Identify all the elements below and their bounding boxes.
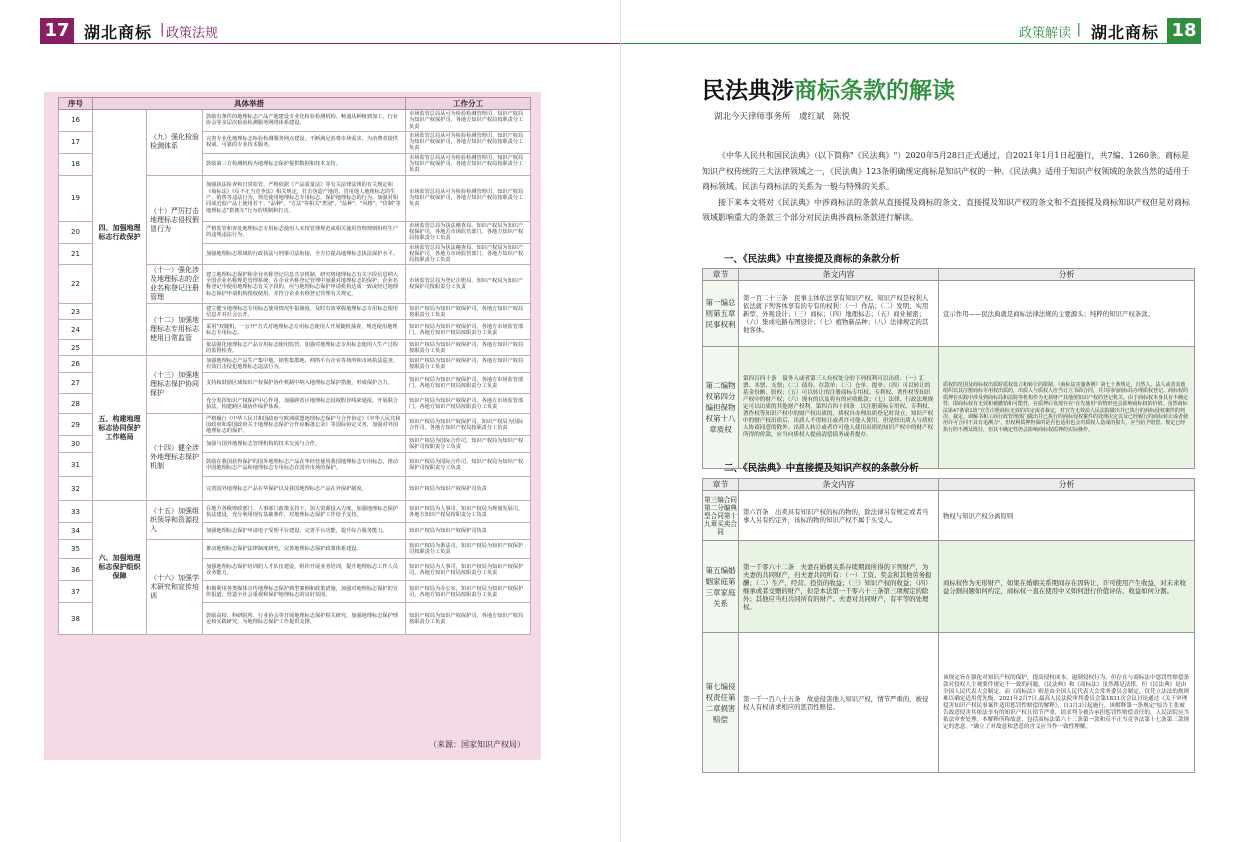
measure-cell: 鼓励高校、科研院所、行业协会等开展地理标志保护相关研究，加强地理标志保护理论和实践研究，为地理标志保护工作提供支撑。 [203,603,406,635]
row-number: 35 [59,540,93,559]
trademark-clause-table [702,268,1195,469]
ip-clause-table [702,478,1195,773]
row-number: 18 [59,153,93,175]
measure-cell: 建立地理标志保护和企业名称登记信息共享机制，研究将地理标志有关字段信息纳入全国企业名称规范管理系统，在企业名称登记管理中加强对地理标志的保护。企业名称登记中使用地理标志有关字段的，应与地理标志保护申请机构达成一致或经过地理标志保护申请机构授权使用，并符合企业名称登记管理有关规定。 [203,265,406,304]
left-section-name: 政策法规 [166,26,219,41]
subcategory-cell: （十六）加强学术研究和宣传培训 [147,540,203,635]
right-page-number: 18 [1167,18,1201,44]
analysis-cell: 该规定旨在强化对知识产权的保护，提高侵权成本，遏制侵权行为。但存在与商标法中惩罚性赔偿条款对侵权人主观要件规定不一致的问题。《民法典》和《商标法》虽然都是法律，但《民法典》是由全国人民代表大会制定，而《商标法》则是由全国人民代表大会常务委员会制定，仅凭立法法的规则难以确定适用优先级。2021年2月7日,最高人民法院审判委员会第1831次会议讨论通过《关于审理侵害知识产权民事案件适用惩罚性赔偿的解释》，自3月3日起施行，该解释第一条规定"原告主张被告故意侵害其依法享有的知识产权且情节严重，请求判令被告承担惩罚性赔偿责任的，人民法院应当依法审查处理。本解释所称故意，包括商标法第六十三条第一款和反不正当竞争法第十七条第三款规定的恶意。"确立了对故意和恶意的含义应当作一致性理解。 [939,633,1195,773]
table-row [703,281,1195,347]
measure-cell: 加强地理标志保护培训的人才队伍建设，组织开展业务培训，提升地理标志工作人员业务能力。 [203,559,406,581]
article-title [702,72,955,105]
table-header-row [703,479,1195,491]
measure-cell: 推动地理标志保护法律制度研究，完善地理标志保护政策体系建设。 [203,540,406,559]
duty-cell: 知识产权局为国际合作司，知识产权局为知识产权保护司按职责分工负责 [406,453,531,477]
category-cell: 五、构建地理标志协同保护工作格局 [93,356,147,501]
duty-cell: 市场监管总局为执法稽查局、知识产权局为知识产权保护司，各地方市场监管部门、各地方知识产权局按职责分工负责 [406,221,531,243]
col-header-chapter: 章节 [703,269,739,281]
table-row [703,541,1195,633]
measure-cell: 支持和鼓励区域知识产权保护协作机制中纳入地理标志保护措施，形成保护合力。 [203,373,406,394]
table-row [703,633,1195,773]
subcategory-cell: （十五）加强组织领导和资源投入 [147,501,203,540]
chapter-cell: 第三编合同第二分编典型合同第十九章买卖合同 [703,491,739,541]
article-title-highlight: 商标条款的解读 [794,78,955,104]
subcategory-cell: （十四）健全涉外地理标志保护机制 [147,414,203,501]
row-number: 27 [59,373,93,394]
subcategory-cell: （十二）加强地理标志专用标志使用日常监管 [147,304,203,356]
analysis-cell: 质权的范围及商标权出质时质权设立和转让的限制。《商标法实施条例》第七十条规定，自然人、法人或者其他组织以其注册商标专用权出质的，出质人与质权人应当订立书面合同，并共同向商标局办理质权登记。商标权的质押在实践中涉及到商标局和法院等机构作为无须财产其他值知识产权的登记机关。由于商标权本身具有不确定性，即商标权有无效和被撤销和可能性，在质押后发现存在"在先使用"的情形也会影响商标权的价值。虽然商标法第47条第2款"宣告注册商标无效的决定或者裁定，对宣告无效前人民法院做出并已执行的商标侵权案件的判决、裁定、调解书和工商行政管理部门做出并已执行的商标侵权案件的处理决定以及已经履行的商标转让或者使用许可合同不具有追溯力"，但权利质押担保的是否也适用也会对质权人造成的损失，应当给予赔偿。规定已经执行的不溯及既往，但其不确定性仍会影响商标权质押的实际操作。 [939,347,1195,469]
article-byline: 湖北今天律师事务所 虞红斌 陈悦 [714,112,851,122]
row-number: 20 [59,221,93,243]
article-intro [702,148,1196,226]
row-number: 37 [59,581,93,603]
duty-cell: 知识产权局为条法司，知识产权局为知识产权保护司按职责分工负责 [406,540,531,559]
measure-cell: 完善国外地理标志产品在华保护以及我国地理标志产品在外保护制度。 [203,477,406,501]
col-header-content: 条文内容 [739,479,939,491]
content-cell: 第一千零六十二条 夫妻在婚姻关系存续期间所得的下列财产，为夫妻的共同财产，归夫妻共同所有：（一）工资、奖金和其他劳务报酬；（二）生产、经营、投资的收益；（三）知识产权的收益；（四）继承或者受赠的财产，但是本法第一千零六十三条第三项规定的除外；其他应当归共同所有的财产。夫妻对共同财产，有平等的处理权。 [739,541,939,633]
category-cell: 六、加强地理标志保护组织保障 [93,501,147,635]
row-number: 30 [59,436,93,453]
row-number: 33 [59,501,93,523]
right-page-header [621,0,1241,44]
chapter-cell: 第一编总则第五章民事权利 [703,281,739,347]
duty-cell: 知识产权局为知识产权保护司，各地方知识产权局按职责分工负责 [406,304,531,320]
category-cell: 四、加强地理标志行政保护 [93,110,147,356]
duty-cell: 市场监管总局从可为检验检测管理司、知识产权局为知识产权保护司，各地方知识产权局按职责分工负责 [406,131,531,153]
duty-cell: 知识产权局为办公室，知识产权局为知识产权保护司，各地方知识产权局按职责分工负责 [406,581,531,603]
row-number: 16 [59,110,93,132]
col-header-analysis: 分析 [939,479,1195,491]
table-row [703,347,1195,469]
measure-cell: 加强地理标志产品生产集中地、销售集散地、网络平台企业等场所和市场执法巡查，有效打击侵犯地理标志违法行为。 [203,356,406,373]
table-header-row [703,269,1195,281]
col-header-measures: 具体举措 [93,98,406,110]
measure-cell: 完善专业化地理标志检验检测服务网点建设，不断满足消费市场需求，为消费者提供权威、可靠的专业技术服务。 [203,131,406,153]
header-rule [621,43,1167,44]
duty-cell: 知识产权局为知识产权保护司负责 [406,523,531,540]
measure-cell: 充分发挥知识产权保护中心作用，加强跨省区地理标志侵权假冒线索通报，开展联合执法，构建跨区域协作保护体系。 [203,394,406,414]
row-number: 29 [59,414,93,436]
row-number: 26 [59,356,93,373]
header-separator: | [160,22,165,37]
col-header-chapter: 章节 [703,479,739,491]
intro-paragraph: 接下来本文将对《民法典》中涉商标法的条款从直接提及商标的条文、直接提及知识产权的条文和不直接提及商标知识产权但是对商标领域影响重大的条款三个部分对民法典涉商标条款进行解读。 [702,197,1190,222]
row-number: 32 [59,477,93,501]
duty-cell: 市场监管总局从可为检验检测管理司、知识产权局为知识产权保护司，各地方知识产权局按职责分工负责 [406,153,531,175]
measure-cell: 建立健全地理标志专用标志使用情况年报制度，及时有效掌握地理标志专用标志使用信息并对社会公开。 [203,304,406,320]
measure-cell: 采用"双随机、一公开"方式对地理标志专用标志使用人开展随机抽查，规范使用地理标志专用标志。 [203,320,406,340]
magazine-logo: 湖北商标 [1090,23,1159,42]
duty-cell: 知识产权局为人事司、知识产权局为规划发展司，各地方知识产权局按职责分工负责 [406,501,531,523]
measure-cell: 严格履行《中华人民共和国政府与欧洲联盟地理标志保护与合作协定》《中华人民共和国政府和泰国政府关于地理标志保护合作谅解备忘录》等国际协定义务，加强对外国地理标志的保护。 [203,414,406,436]
article-title-prefix: 民法典涉 [702,78,794,104]
measures-table [58,97,531,635]
duty-cell: 市场监管总局为登记注册局、知识产权局为知识产权保护司按职责分工负责 [406,265,531,304]
col-header-duty: 工作分工 [406,98,531,110]
subcategory-cell: （十三）加强地理标志保护协同保护 [147,356,203,414]
table-row [703,491,1195,541]
row-number: 24 [59,320,93,340]
measure-cell: 鼓励第三方检测机构为地理标志保护提供数据和技术支持。 [203,153,406,175]
table-header-row [59,98,531,110]
duty-cell: 知识产权局为知识产权保护司，各地方知识产权局按职责分工负责 [406,356,531,373]
analysis-cell: 宣示作用——民法典就是商标法律法规的主要源头；纯粹的知识产权条款。 [939,281,1195,347]
subcategory-cell: （十一）强化涉及地理标志的企业名称登记注册管理 [147,265,203,304]
duty-cell: 市场监管总局为执法稽查局、知识产权局为知识产权保护司，各地方市场监管部门、各地方知识产权局按职责分工负责 [406,243,531,265]
table-source-note: （来源：国家知识产权局） [429,740,525,749]
duty-cell: 知识产权局为知识产权保护司、知识产权局为国际合作司，各地方知识产权局按职责分工负责 [406,414,531,436]
chapter-cell: 第二编物权第四分编担保物权第十八章质权 [703,347,739,469]
page-gutter [620,0,621,842]
subcategory-cell: （九）强化检验检测体系 [147,110,203,176]
row-number: 31 [59,453,93,477]
row-number: 17 [59,131,93,153]
duty-cell: 知识产权局为知识产权保护司、各地方市场监管部门，各地方知识产权局按职责分工负责 [406,320,531,340]
measure-cell: 加强执法检查和日常监管，严格依据《产品质量法》等有关法律法规的有关规定和《商标法》《反不正当竞争法》相关规定，打击伪造产地的、冒用他人地理标志的生产、销售等违法行为，规范使用地理标志专用标志，保护地理标志的行为。加强对相同或近似产品上使用若干、"品种"、"方法"等相关"类别"、"品种"、"风格"、"仿制"等地理标志"搭便车"行为的规制和打击。 [203,175,406,221]
right-section-name: 政策解读 [1018,26,1071,41]
row-number: 23 [59,304,93,320]
row-number: 38 [59,603,93,635]
analysis-cell: 商标权作为无形财产，如果在婚姻关系期间存在因转让、许可使用产生收益，对未来收益分割问题如何约定，商标权一直在使用中又如何进行价值评估、收益如何分割。 [939,541,1195,633]
left-page-header [0,0,620,44]
row-number: 25 [59,340,93,356]
chapter-cell: 第五编婚姻家庭第三章家庭关系 [703,541,739,633]
duty-cell: 知识产权局为知识产权保护司负责 [406,477,531,501]
table-row [59,356,531,373]
duty-cell: 知识产权局为知识产权保护司、各地方市场监管部门、各地方知识产权局按职责分工负责 [406,373,531,394]
measure-cell: 在地方各级财政部门、人事部门政策支持下，加大资源投入力度，加强地理标志保护执法建设，充分利用现有基础条件，对地理标志保护工作给予支持。 [203,501,406,523]
col-header-analysis: 分析 [939,269,1195,281]
duty-cell: 市场监管总局从可为检验检测管理司、知识产权局为知识产权保护司，各地方知识产权局按职责分工负责 [406,110,531,132]
header-rule [74,43,620,44]
measure-cell: 积极利用各类媒体宣传地理标志保护典型案例和政策措施，加强对地理标志保护的宣传报道，营造全社会重视和保护地理标志的良好氛围。 [203,581,406,603]
measure-cell: 鼓励在我国获得保护的国外地理标志产品在华经营使用我国地理标志专用标志，推动中国地理标志产品和地理标志专用标志在国外市场的保护。 [203,453,406,477]
content-cell: 第一百二十三条 民事主体依法享有知识产权。知识产权是权利人依法就下列客体享有的专有的权利：（一）作品；（二）发明、实用新型、外观设计；（三）商标；（四）地理标志；（五）商业秘密；（六）集成电路布图设计；（七）植物新品种；（八）法律规定的其他客体。 [739,281,939,347]
table-row [59,501,531,523]
duty-cell: 知识产权局为知识产权保护司，各地方知识产权局按职责分工负责 [406,340,531,356]
analysis-cell: 物权与知识产权分离原则 [939,491,1195,541]
col-header-no: 序号 [59,98,93,110]
row-number: 36 [59,559,93,581]
measure-cell: 加强地理标志领域的行政执法与刑事司法衔接，全方位提高地理标志执法保护水平。 [203,243,406,265]
row-number: 28 [59,394,93,414]
duty-cell: 知识产权局为国际合作司，知识产权局为知识产权保护司按职责分工负责 [406,436,531,453]
intro-paragraph: 《中华人民共和国民法典》（以下简称"《民法典》"）2020年5月28日正式通过，自2021年1月1日起施行，共7编、1260条。商标是知识产权传统的三大法律领域之一，《民法典》123条明确规定商标是知识产权的一种。《民法典》适用于知识产权领域的条款当然的适用于商标领域。民法与商标法的关系为一般与特殊的关系。 [702,151,1190,191]
row-number: 34 [59,523,93,540]
col-header-content: 条文内容 [739,269,939,281]
row-number: 21 [59,243,93,265]
subcategory-cell: （十）严厉打击地理标志侵权假冒行为 [147,175,203,265]
table-row [59,110,531,132]
content-cell: 第六百条 出卖具有知识产权的标的物的，除法律另有规定或者当事人另有约定外，该标的物的知识产权不属于买受人。 [739,491,939,541]
row-number: 22 [59,265,93,304]
chapter-cell: 第七编侵权责任第二章损害赔偿 [703,633,739,773]
header-separator: | [1076,22,1081,37]
measure-cell: 加强地理标志保护申请电子受理平台建设，完善平台功能，提升综合服务能力。 [203,523,406,540]
duty-cell: 知识产权局为知识产权保护司、各地方市场监管部门、各地方知识产权局按职责分工负责 [406,394,531,414]
measure-cell: 严格监管和查处地理标志专用标志使用人未按管理规范或相关使用管理规则组织生产的违规违法行为。 [203,221,406,243]
measure-cell: 加强与国外地理标志管理机构的技术交流与合作。 [203,436,406,453]
content-cell: 第四百四十条 债务人或者第三人有权处分的下列权利可以出质：（一）汇票、本票、支票；（二）债券、存款单；（三）仓单、提单；（四）可以转让的基金份额、股权；（五）可以转让的注册商标专用权、专利权、著作权等知识产权中的财产权；（六）现有的以及将有的应收账款；（七）法律、行政法规规定可以出质的其他财产权利。第四百四十四条 以注册商标专用权、专利权、著作权等知识产权中的财产权出质的，质权自办理出质登记时设立。知识产权中的财产权出质后，出质人不得转让或者许可他人使用，但是经出质人与质权人协商同意的除外。出质人转让或者许可他人使用出质的知识产权中的财产权所得的价款，应当向质权人提前清偿债务或者提存。 [739,347,939,469]
duty-cell: 市场监管总局从可为检验检测管理司、知识产权局为知识产权保护司，各地方知识产权局按职责分工负责 [406,175,531,221]
magazine-logo: 湖北商标 [84,23,153,42]
content-cell: 第一千一百八十五条 故意侵害他人知识产权，情节严重的，被侵权人有权请求相应的惩罚性赔偿。 [739,633,939,773]
section-heading-2: 二、《民法典》中直接提及知识产权的条款分析 [724,463,919,474]
measure-cell: 依法强化地理标志产品专用标志使用监管，加强对地理标志专用标志使用人生产过程的监督检查。 [203,340,406,356]
measures-table-panel [44,92,541,760]
row-number: 19 [59,175,93,221]
duty-cell: 知识产权局为知识产权保护司，各地方知识产权局按职责分工负责 [406,603,531,635]
measure-cell: 鼓励有条件的地理标志产品产地建设专业化检验检测机构，畅通从种植到加工、行业协会等多层次检验检测服务网络体系建设。 [203,110,406,132]
section-heading-1: 一、《民法典》中直接提及商标的条款分析 [724,254,900,265]
left-page-number: 17 [40,18,74,44]
duty-cell: 知识产权局为人事司，知识产权局为知识产权保护司，各地方知识产权局按职责分工负责 [406,559,531,581]
